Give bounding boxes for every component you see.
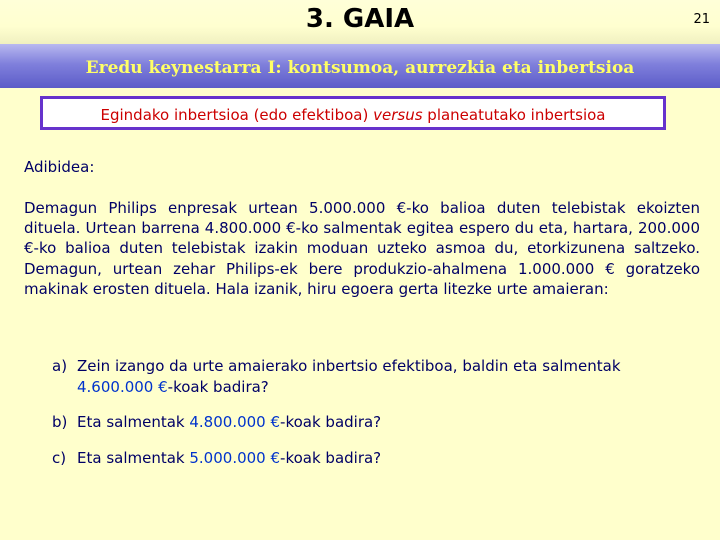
subtitle-bar [0, 44, 720, 88]
example-paragraph: Demagun Philips enpresak urtean 5.000.000 €-ko balioa duten telebistak ekoizten dituela. Urtean barrena 4.800.000 €-ko salmentak egitea espero du eta, hartara, 200.000 €-ko balioa duten telebistak izakin moduan uzteko asmoa du, etorkizunena saltzeko. Demagun, urtean zehar Philips-ek bere produkzio-ahalmena 1.000.000 € goratzeko makinak erosten dituela. Hala izanik, hiru egoera gerta litezke urte amaieran: [24, 199, 700, 298]
page-number: 21 [693, 12, 710, 27]
subtitle: Eredu keynestarra I: kontsumoa, aurrezkia eta inbertsioa [85, 58, 635, 78]
question-c [52, 448, 672, 469]
question-marker: a) [52, 357, 68, 375]
question-text: Eta salmentak [77, 448, 190, 467]
topic-text [43, 106, 663, 124]
question-amount: 5.000.000 € [189, 448, 281, 467]
question-suffix: -koak badira? [280, 448, 382, 467]
question-suffix: -koak badira? [280, 413, 382, 431]
question-list [52, 356, 672, 468]
question-b [52, 412, 672, 433]
question-amount: 4.600.000 € [77, 377, 168, 396]
question-marker: b) [52, 413, 68, 431]
question-suffix: -koak badira? [167, 377, 269, 396]
page-title: 3. GAIA [305, 4, 415, 34]
question-text: Eta salmentak [77, 413, 190, 431]
topic-box [40, 96, 666, 130]
question-text: Zein izango da urte amaierako inbertsio efektiboa, baldin eta salmentak [77, 357, 621, 375]
question-amount: 4.800.000 € [189, 413, 281, 431]
example-label: Adibidea: [24, 158, 95, 176]
topic-versus: versus [373, 106, 423, 124]
header-bar [0, 0, 720, 44]
question-a [52, 356, 672, 397]
question-marker: c) [52, 448, 67, 467]
topic-part-3: planeatutako inbertsioa [422, 106, 606, 124]
topic-part-1: Egindako inbertsioa (edo efektiboa) [100, 106, 374, 124]
